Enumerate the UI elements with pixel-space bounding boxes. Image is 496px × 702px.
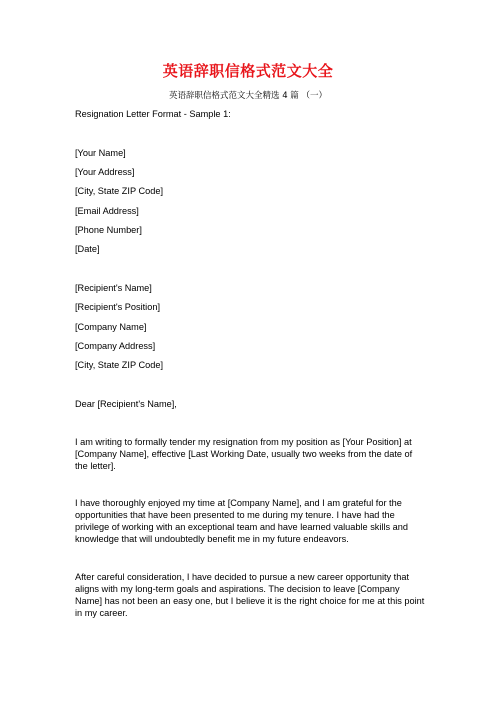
recipient-line: [Company Name] xyxy=(75,322,147,332)
sender-line: [Your Name] xyxy=(75,148,126,158)
recipient-line: [Recipient's Name] xyxy=(75,283,152,293)
recipient-line: [Recipient's Position] xyxy=(75,302,160,312)
document-subtitle: 英语辞职信格式范文大全精选 4 篇 （一） xyxy=(168,91,327,101)
paragraph: After careful consideration, I have decided to pursue a new career opportunity that aligns with my long-term goals and aspirations. The decision to leave [Company Name] has not been an easy one, but I believe it is the right choice for me at this point in my career. xyxy=(75,572,425,618)
sample-heading: Resignation Letter Format - Sample 1: xyxy=(75,109,231,119)
paragraph: I am writing to formally tender my resignation from my position as [Your Position] at [Company Name], effective [Last Working Date, usually two weeks from the date of the letter]. xyxy=(75,437,413,471)
sender-line: [Email Address] xyxy=(75,206,139,216)
sender-line: [City, State ZIP Code] xyxy=(75,186,163,196)
sender-line: [Phone Number] xyxy=(75,225,142,235)
paragraph: I have thoroughly enjoyed my time at [Company Name], and I am grateful for the opportunities that have been presented to me during my tenure. I have had the privilege of working with an exceptional team and have learned valuable skills and knowledge that will undoubtedly benefit me in my future endeavors. xyxy=(75,498,408,544)
recipient-line: [Company Address] xyxy=(75,341,156,351)
document-title: 英语辞职信格式范文大全 xyxy=(162,62,334,80)
recipient-line: [City, State ZIP Code] xyxy=(75,360,163,370)
sender-line: [Your Address] xyxy=(75,167,135,177)
sender-line: [Date] xyxy=(75,244,100,254)
salutation: Dear [Recipient's Name], xyxy=(75,399,177,409)
